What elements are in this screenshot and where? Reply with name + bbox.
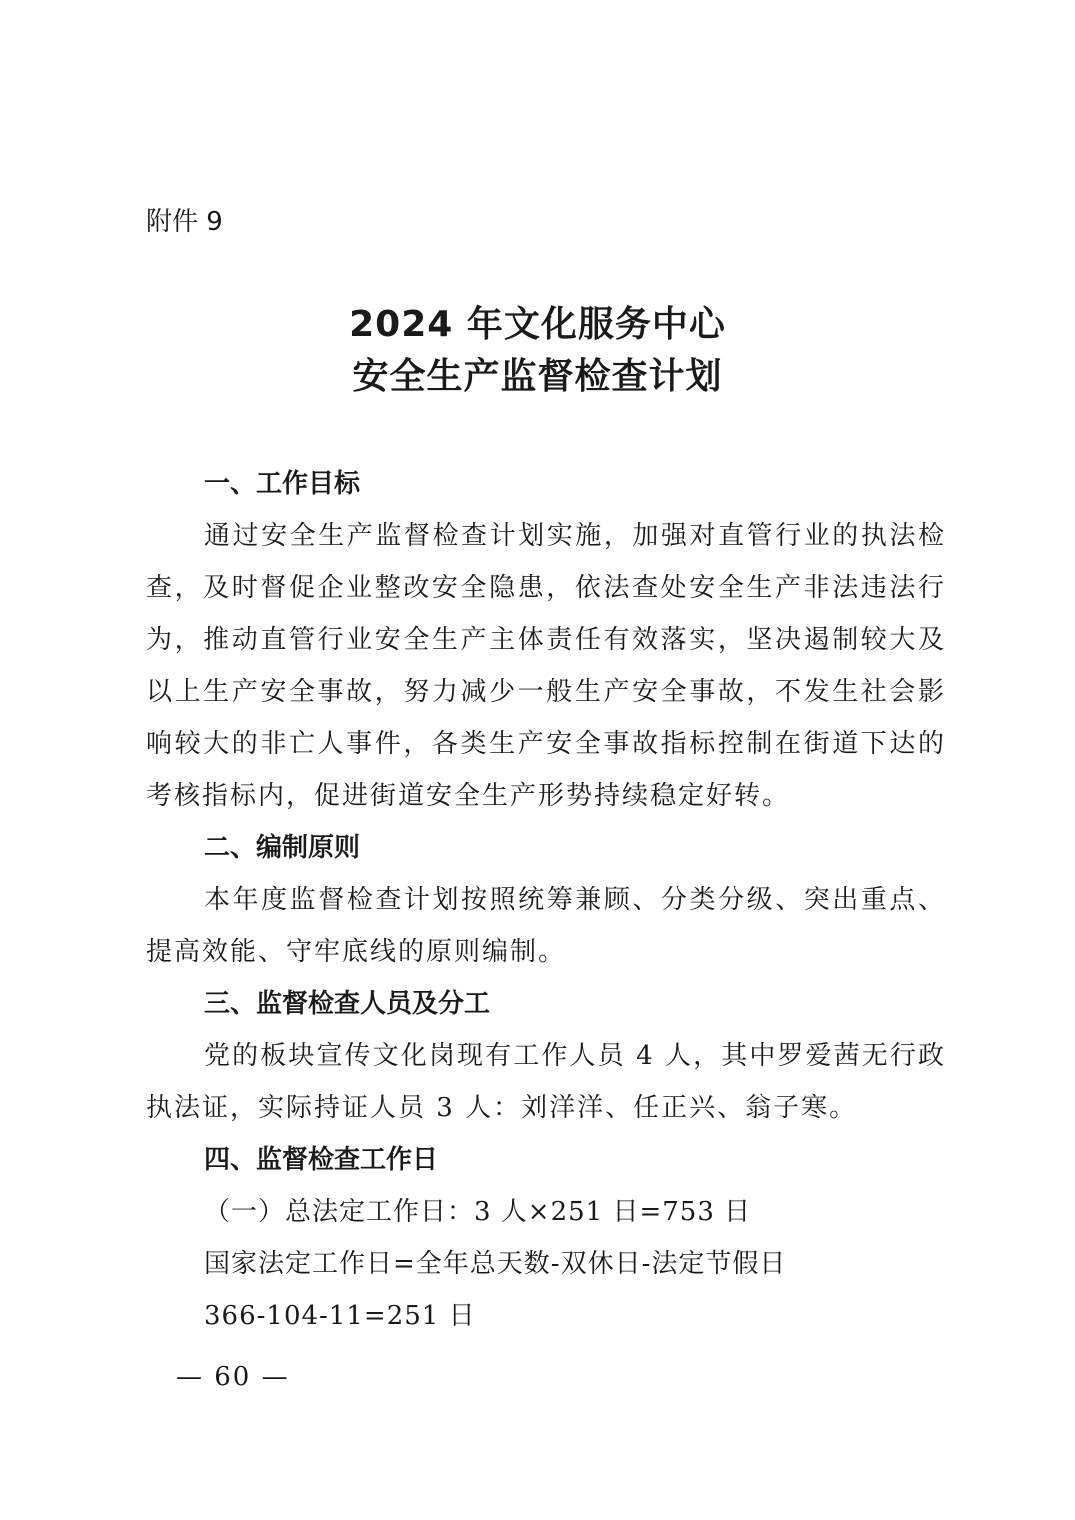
paragraph-personnel: 党的板块宣传文化岗现有工作人员 4 人，其中罗爱茜无行政执法证，实际持证人员 3 人：刘洋洋、任正兴、翁子寒。 — [146, 1041, 946, 1123]
section-heading-workdays: 四、监督检查工作日 — [204, 1145, 439, 1175]
paragraph-total-workdays: （一）总法定工作日：3 人×251 日=753 日 — [204, 1197, 752, 1227]
paragraph-goals: 通过安全生产监督检查计划实施，加强对直管行业的执法检查，及时督促企业整改安全隐患，依法查处安全生产非法违法行为，推动直管行业安全生产主体责任有效落实，坚决遏制较大及以上生产安全事故，努力减少一般生产安全事故，不发生社会影响较大的非亡人事件，各类生产安全事故指标控制在街道下达的考核指标内，促进街道安全生产形势持续稳定好转。 — [146, 521, 946, 811]
paragraph-workday-calculation: 366-104-11=251 日 — [204, 1301, 476, 1331]
paragraph-workday-formula: 国家法定工作日=全年总天数-双休日-法定节假日 — [204, 1249, 787, 1279]
section-heading-goals: 一、工作目标 — [204, 469, 361, 499]
document-body — [146, 458, 946, 1342]
section-heading-personnel: 三、监督检查人员及分工 — [204, 989, 491, 1019]
document-title-line-1: 2024 年文化服务中心 — [349, 304, 726, 345]
section-heading-principles: 二、编制原则 — [204, 833, 361, 863]
paragraph-principles: 本年度监督检查计划按照统筹兼顾、分类分级、突出重点、提高效能、守牢底线的原则编制。 — [146, 885, 946, 967]
page-number: — 60 — — [176, 1362, 290, 1392]
document-title-line-2: 安全生产监督检查计划 — [352, 356, 723, 397]
attachment-label: 附件 9 — [146, 207, 223, 237]
